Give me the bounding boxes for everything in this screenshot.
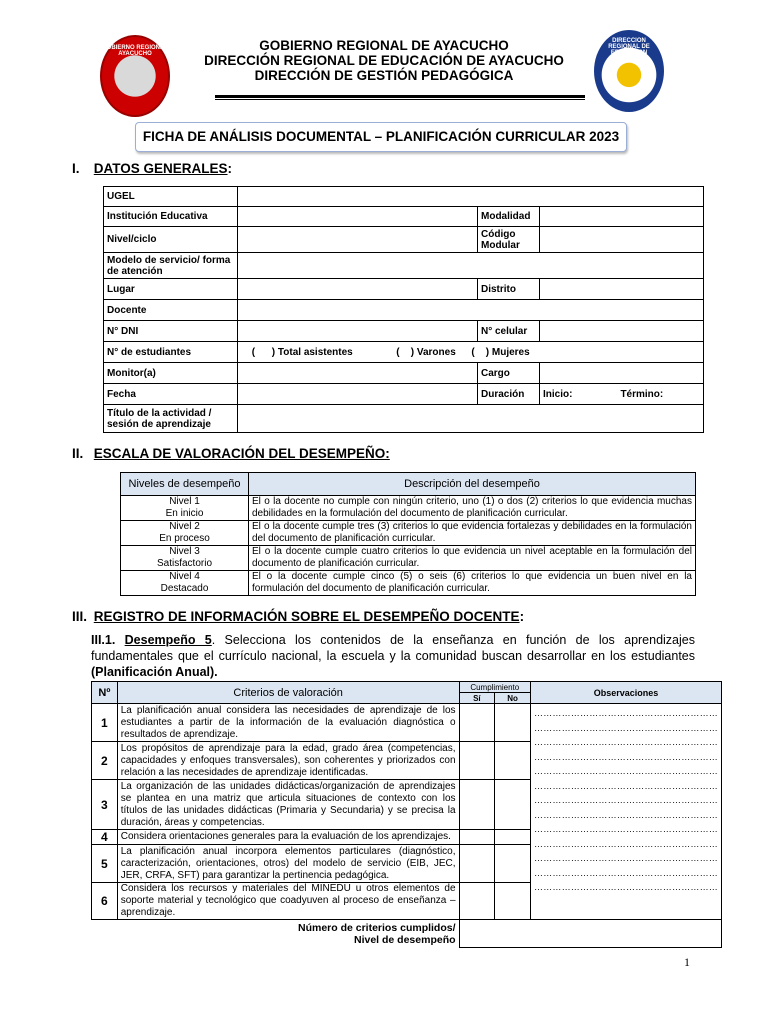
docente-field[interactable] [238,300,704,321]
cargo-field[interactable] [540,363,704,384]
header-line1: GOBIERNO REGIONAL DE AYACUCHO [259,38,509,53]
criterion-no-cell[interactable] [495,780,531,830]
dni-field[interactable] [238,321,478,342]
modelo-field[interactable] [238,253,704,279]
criterion-text: La organización de las unidades didácticas/organización de aprendizajes se plantea en una matriz que articula situaciones de contexto con los títulos de las unidades didácticas (Primaria y Secundaria) y se precisa la duración, áreas y competencias. [117,780,459,830]
mujeres-count: ( ) Mujeres [471,346,530,358]
criterios-cumplidos-field[interactable] [459,920,721,948]
page-number: 1 [684,955,690,969]
criterion-no-cell[interactable] [495,845,531,883]
section-2-title: ESCALA DE VALORACIÓN DEL DESEMPEÑO: [93,446,390,461]
label-duracion: Duración [478,384,540,405]
criterion-number: 2 [92,742,118,780]
distrito-field[interactable] [540,279,704,300]
nivel-field[interactable] [238,227,478,253]
document-header [0,38,768,83]
logo-right-text: DIRECCION REGIONAL DE EDUCACION AYACUCHO [608,38,650,62]
label-inicio: Inicio: [543,388,573,400]
total-asistentes: ( ) Total asistentes [251,346,353,358]
celular-field[interactable] [540,321,704,342]
level-3-desc: El o la docente cumple cuatro criterios lo que evidencia un nivel aceptable en la formulación del documento de planificación curricular. [249,546,696,571]
section-1-title: DATOS GENERALES [93,161,228,176]
col-numero: Nº [92,682,118,704]
criterion-si-cell[interactable] [459,830,495,845]
level-2-desc: El o la docente cumple tres (3) criterios lo que evidencia fortalezas y debilidades en la formulación del documento de planificación curricular. [249,521,696,546]
label-ie: Institución Educativa [104,207,238,227]
ie-field[interactable] [238,207,478,227]
level-4-desc: El o la docente cumple cinco (5) o seis (6) criterios lo que evidencia un buen nivel en la formulación del documento de planificación curricular. [249,571,696,596]
criterion-text: La planificación anual incorpora elementos particulares (diagnóstico, caracterización, orientaciones, otros) del modelo de servicio (EIB, JEC, JER, CRFA, SFT) para garantizar la pertinencia pedagógica. [117,845,459,883]
criterion-si-cell[interactable] [459,883,495,920]
datos-generales-table [103,186,704,433]
header-rule-thin [215,99,585,100]
section-3-heading: III. REGISTRO DE INFORMACIÓN SOBRE EL DESEMPEÑO DOCENTE: [72,609,525,624]
duracion-field[interactable] [540,384,704,405]
criterion-number: 4 [92,830,118,845]
label-modelo: Modelo de servicio/ forma de atención [104,253,238,279]
criterion-number: 3 [92,780,118,830]
criterion-text: Los propósitos de aprendizaje para la edad, grado área (competencias, capacidades y enfoques transversales), son coherentes y priorizados con relación a las necesidades de aprendizaje identificadas. [117,742,459,780]
criterion-number: 1 [92,704,118,742]
criterios-cumplidos-label: Número de criterios cumplidos/ Nivel de desempeño [297,921,456,946]
label-docente: Docente [104,300,238,321]
escala-table [120,472,696,596]
header-rule [215,95,585,98]
header-line3: DIRECCIÓN DE GESTIÓN PEDAGÓGICA [254,68,514,83]
section-1-heading: I. DATOS GENERALES: [72,161,233,176]
label-nivel: Nivel/ciclo [104,227,238,253]
ugel-field[interactable] [238,187,704,207]
col-descripcion: Descripción del desempeño [249,473,696,496]
lugar-field[interactable] [238,279,478,300]
col-si: Sí [459,693,495,704]
criterion-si-cell[interactable] [459,742,495,780]
criterion-text: La planificación anual considera las necesidades de aprendizaje de los estudiantes a partir de la información de la evaluación diagnóstica o resultados de aprendizaje. [117,704,459,742]
document-title: FICHA DE ANÁLISIS DOCUMENTAL – PLANIFICACIÓN CURRICULAR 2023 [135,122,627,152]
label-estudiantes: N° de estudiantes [104,342,238,363]
label-cargo: Cargo [478,363,540,384]
col-niveles: Niveles de desempeño [121,473,249,496]
criterion-si-cell[interactable] [459,845,495,883]
titulo-field[interactable] [238,405,704,433]
observaciones-cell[interactable]: …………………………………………………… …………………………………………………… …………………………………………………… …………………………………………………… …………………………………………………… …………………………………………………… …………………………………………………… …………………………………………………… …………………………………………………… …………………………………………………… …………………………………………………… …………………………………………………… …………………………………………………… [531,704,722,920]
level-1-desc: El o la docente no cumple con ningún criterio, uno (1) o dos (2) criterios lo que evidencia muchas debilidades en la formulación del documento de planificación curricular. [249,496,696,521]
label-monitor: Monitor(a) [104,363,238,384]
label-modalidad: Modalidad [478,207,540,227]
label-codigo: Código Modular [478,227,540,253]
level-4: Nivel 4 Destacado [121,571,249,596]
criterion-no-cell[interactable] [495,830,531,845]
label-fecha: Fecha [104,384,238,405]
logo-left-text: GOBIERNO REGIONAL AYACUCHO [102,45,169,57]
col-observaciones: Observaciones [531,682,722,704]
label-ugel: UGEL [104,187,238,207]
criterion-number: 6 [92,883,118,920]
monitor-field[interactable] [238,363,478,384]
criterion-si-cell[interactable] [459,780,495,830]
col-criterios: Criterios de valoración [117,682,459,704]
criterion-text: Considera los recursos y materiales del MINEDU u otros elementos de soporte material y tecnológico que coadyuven al proceso de enseñanza – aprendizaje. [117,883,459,920]
criterion-no-cell[interactable] [495,883,531,920]
fecha-field[interactable] [238,384,478,405]
label-termino: Término: [620,388,664,400]
level-1: Nivel 1 En inicio [121,496,249,521]
label-celular: N° celular [478,321,540,342]
desempeno-5-text: . Selecciona los contenidos de la enseñanza en función de los aprendizajes fundamentales que el currículo nacional, la escuela y la comunidad buscan desarrollar en los estudiantes [91,633,695,663]
section-3-title: REGISTRO DE INFORMACIÓN SOBRE EL DESEMPEÑO DOCENTE [93,609,520,624]
criterion-number: 5 [92,845,118,883]
label-distrito: Distrito [478,279,540,300]
label-dni: N° DNI [104,321,238,342]
col-cumplimiento: Cumplimiento [459,682,530,693]
criterios-table [91,681,722,948]
header-line2: DIRECCIÓN REGIONAL DE EDUCACIÓN DE AYACUCHO [204,53,564,68]
col-no: No [495,693,531,704]
level-2: Nivel 2 En proceso [121,521,249,546]
modalidad-field[interactable] [540,207,704,227]
estudiantes-field[interactable] [238,342,704,363]
criterion-text: Considera orientaciones generales para la evaluación de los aprendizajes. [117,830,459,845]
section-2-heading: II. ESCALA DE VALORACIÓN DEL DESEMPEÑO: [72,446,390,461]
level-3: Nivel 3 Satisfactorio [121,546,249,571]
criterion-no-cell[interactable] [495,704,531,742]
varones-count: ( ) Varones [396,346,456,358]
desempeno-5-statement: III.1. Desempeño 5. Selecciona los contenidos de la enseñanza en función de los aprendizajes fundamentales que el currículo nacional, la escuela y la comunidad buscan desarrollar en los estudiantes (Planificación Anual). [91,633,695,679]
criterion-no-cell[interactable] [495,742,531,780]
criterion-si-cell[interactable] [459,704,495,742]
codigo-field[interactable] [540,227,704,253]
desempeno-5-bold: (Planificación Anual). [91,665,218,679]
desempeno-5-title: Desempeño 5 [124,633,212,647]
label-titulo: Título de la actividad / sesión de aprendizaje [104,405,238,433]
label-lugar: Lugar [104,279,238,300]
